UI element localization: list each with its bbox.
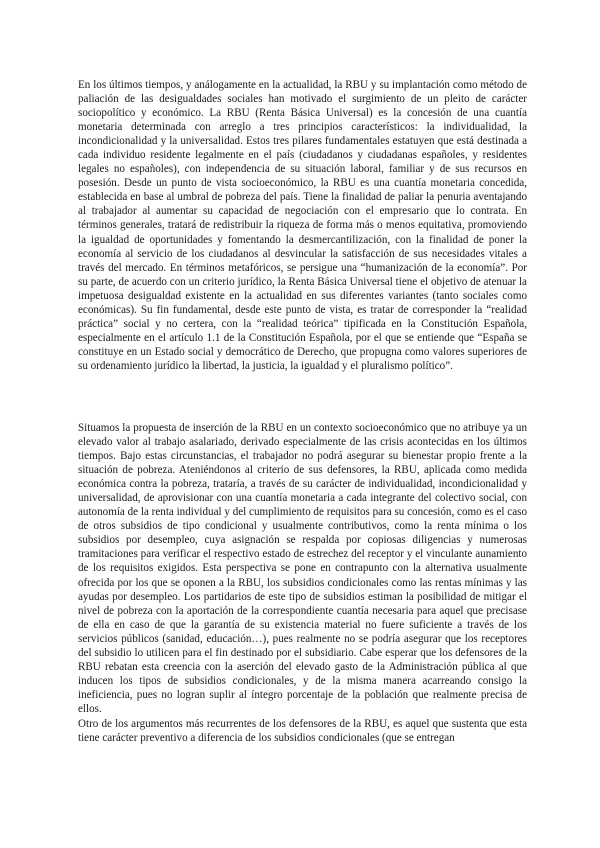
paragraph-2-block [78, 421, 527, 716]
paragraph-1: En los últimos tiempos, y análogamente en la actualidad, la RBU y su implantación como método de paliación de las desigualdades sociales han motivado el surgimiento de un pleito de carácter sociopolítico y económico. La RBU (Renta Básica Universal) es la concesión de una cuantía monetaria determinada con arreglo a tres principios característicos: la individualidad, la incondicionalidad y la universalidad. Estos tres pilares fundamentales estatuyen que está destinada a cada individuo residente legalmente en el país (ciudadanos y ciudadanas españoles, y residentes legales no españoles), con independencia de su situación laboral, familiar y de sus recursos en posesión. Desde un punto de vista socioeconómico, la RBU es una cuantía monetaria concedida, establecida en base al umbral de pobreza del país. Tiene la finalidad de paliar la penuria aventajando al trabajador al aumentar su capacidad de negociación con el empresario que lo contrata. En términos generales, tratará de redistribuir la riqueza de forma más o menos equitativa, promoviendo la igualdad de oportunidades y fomentando la desmercantilización, con la finalidad de poner la economía al servicio de los ciudadanos al desvincular la satisfacción de sus necesidades vitales a través del mercado. En términos metafóricos, se persigue una “humanización de la economía”. Por su parte, de acuerdo con un criterio jurídico, la Renta Básica Universal tiene el objetivo de atenuar la impetuosa desigualdad existente en la actualidad en sus diferentes variantes (tanto sociales como económicas). Su fin fundamental, desde este punto de vista, es tratar de corresponder la “realidad práctica” social y no certera, con la “realidad teórica” tipificada en la Constitución Española, especialmente en el artículo 1.1 de la Constitución Española, por el que se entiende que “España se constituye en un Estado social y democrático de Derecho, que propugna como valores superiores de su ordenamiento jurídico la libertad, la justicia, la igualdad y el pluralismo político”. [78, 79, 527, 372]
paragraph-1-block [78, 78, 527, 373]
paragraph-3-block [78, 717, 527, 745]
paragraph-3: Otro de los argumentos más recurrentes de los defensores de la RBU, es aquel que sustenta que esta tiene carácter preventivo a diferencia de los subsidios condicionales (que se entregan [78, 718, 527, 745]
paragraph-2: Situamos la propuesta de inserción de la RBU en un contexto socioeconómico que no atribuye ya un elevado valor al trabajo asalariado, derivado especialmente de las crisis acontecidas en los últimos tiempos. Bajo estas circunstancias, el trabajador no podrá asegurar su bienestar propio frente a la situación de pobreza. Ateniéndonos al criterio de sus defensores, la RBU, aplicada como medida económica contra la pobreza, trataría, a través de su carácter de individualidad, incondicionalidad y universalidad, de aprovisionar con una cuantía monetaria a cada integrante del colectivo social, con autonomía de la renta individual y del cumplimiento de requisitos para su concesión, como es el caso de otros subsidios de tipo condicional y usualmente contributivos, como la renta mínima o los subsidios por desempleo, cuya asignación se respalda por copiosas diligencias y numerosas tramitaciones para verificar el respectivo estado de estrechez del receptor y el vinculante aunamiento de los requisitos exigidos. Esta perspectiva se pone en contrapunto con la alternativa usualmente ofrecida por los que se oponen a la RBU, los subsidios condicionales como las rentas mínimas y las ayudas por desempleo. Los partidarios de este tipo de subsidios estiman la posibilidad de mitigar el nivel de pobreza con la aportación de la correspondiente cuantía necesaria para aquel que precisase de ella en caso de que la garantía de su existencia material no fuere suficiente a través de los servicios públicos (sanidad, educación…), pues realmente no se podría asegurar que los receptores del subsidio lo utilicen para el fin destinado por el subsidiario. Cabe esperar que los defensores de la RBU rebatan esta creencia con la aserción del elevado gasto de la Administración pública al que inducen los tipos de subsidios condicionales, y de la misma manera acarreando consigo la ineficiencia, pues no logran suplir al íntegro porcentaje de la población que realmente precisa de ellos. [78, 422, 527, 715]
